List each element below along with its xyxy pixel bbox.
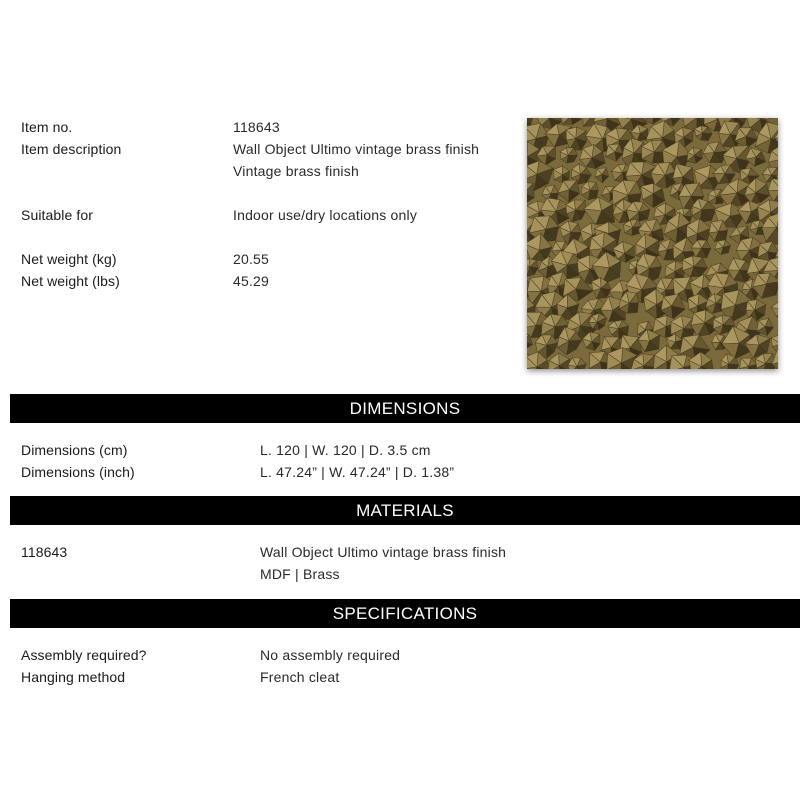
specifications-header: SPECIFICATIONS [10,599,800,628]
dimensions-inch-value: L. 47.24” | W. 47.24” | D. 1.38” [260,464,455,480]
materials-code: 118643 [21,544,68,560]
suitable-for-value: Indoor use/dry locations only [233,207,418,223]
item-finish-value: Vintage brass finish [233,163,359,179]
item-number-value: 118643 [233,119,280,135]
item-number-label: Item no. [21,119,73,135]
hanging-method-label: Hanging method [21,669,126,685]
item-description-value: Wall Object Ultimo vintage brass finish [233,141,480,157]
materials-composition: MDF | Brass [260,566,340,582]
assembly-required-value: No assembly required [260,647,401,663]
dimensions-cm-value: L. 120 | W. 120 | D. 3.5 cm [260,442,431,458]
dimensions-cm-label: Dimensions (cm) [21,442,128,458]
dimensions-header: DIMENSIONS [10,394,800,423]
net-weight-lbs-value: 45.29 [233,273,270,289]
net-weight-kg-label: Net weight (kg) [21,251,117,267]
product-image [527,118,778,369]
hanging-method-value: French cleat [260,669,340,685]
item-description-label: Item description [21,141,122,157]
brass-texture-image [527,118,778,369]
net-weight-kg-value: 20.55 [233,251,270,267]
materials-header: MATERIALS [10,496,800,525]
dimensions-inch-label: Dimensions (inch) [21,464,135,480]
assembly-required-label: Assembly required? [21,647,147,663]
net-weight-lbs-label: Net weight (lbs) [21,273,120,289]
materials-description: Wall Object Ultimo vintage brass finish [260,544,507,560]
suitable-for-label: Suitable for [21,207,94,223]
